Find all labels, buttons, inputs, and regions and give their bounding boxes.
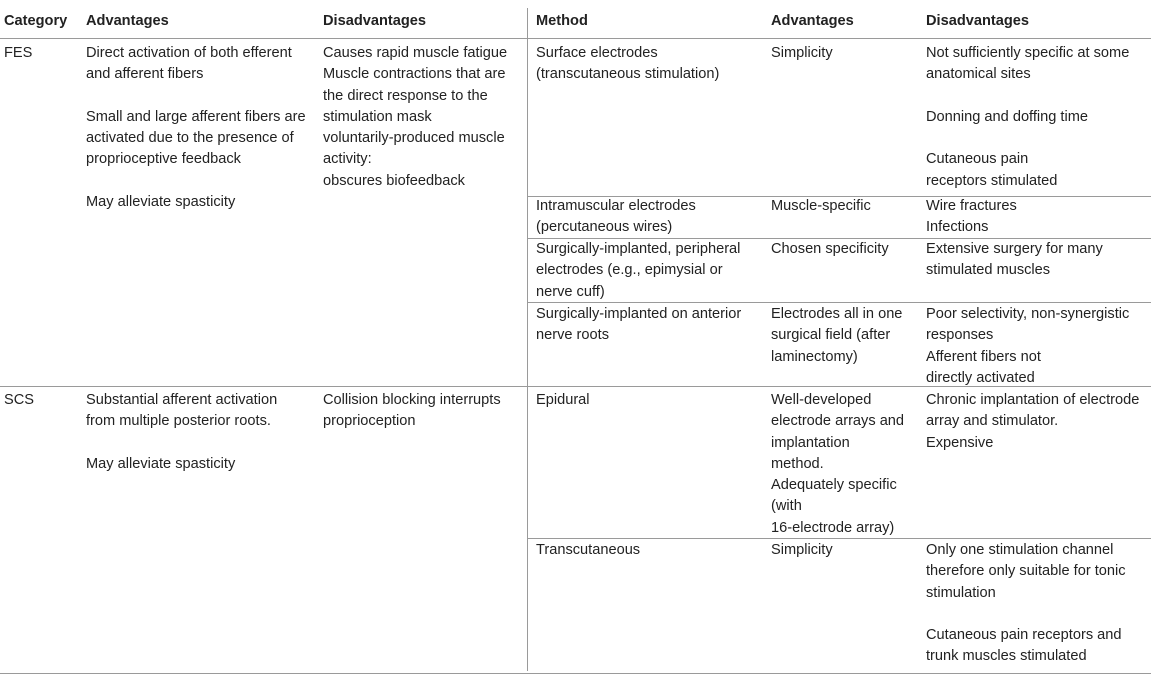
method-cell xyxy=(536,304,741,347)
method-advantages-cell xyxy=(771,390,904,539)
text-line: Electrodes all in one xyxy=(771,306,903,322)
text-line: directly activated xyxy=(926,369,1035,386)
text-line: implantation xyxy=(771,434,850,451)
method-disadvantages-cell xyxy=(926,43,1129,192)
method-cell xyxy=(536,540,640,561)
text-line: responses xyxy=(926,327,994,344)
text-line: Direct activation of both efferent xyxy=(86,45,292,61)
text-line: Expensive xyxy=(926,434,994,451)
bottom-rule xyxy=(0,673,1151,674)
text-line: method. xyxy=(771,455,824,472)
text-line: Simplicity xyxy=(771,542,833,558)
method-advantages-cell xyxy=(771,540,833,561)
text-line: receptors stimulated xyxy=(926,172,1058,189)
method-disadvantages-cell xyxy=(926,304,1129,389)
text-line: trunk muscles stimulated xyxy=(926,648,1087,665)
text-line: Small and large afferent fibers are xyxy=(86,108,306,125)
text-line: Muscle contractions that are xyxy=(323,66,506,83)
text-line: May alleviate spasticity xyxy=(86,194,236,211)
header-advantages: Advantages xyxy=(86,13,169,29)
disadvantages-cell xyxy=(323,43,507,192)
text-line: voluntarily-produced muscle xyxy=(323,130,505,147)
text-line: Well-developed xyxy=(771,392,872,408)
text-line: (with xyxy=(771,498,802,515)
text-line: the direct response to the xyxy=(323,87,488,104)
text-line: nerve cuff) xyxy=(536,283,605,300)
text-line: array and stimulator. xyxy=(926,413,1059,430)
text-line: anatomical sites xyxy=(926,66,1031,83)
advantages-cell xyxy=(86,390,277,475)
method-advantages-cell xyxy=(771,196,871,217)
header-category: Category xyxy=(4,13,68,29)
text-line: (percutaneous wires) xyxy=(536,219,673,236)
text-line: Not sufficiently specific at some xyxy=(926,45,1130,61)
text-line: Surgically-implanted, peripheral xyxy=(536,241,741,257)
text-line: Chosen specificity xyxy=(771,241,889,257)
header-rule xyxy=(0,38,1151,39)
category-cell: FES xyxy=(4,45,33,61)
text-line: Adequately specific xyxy=(771,477,897,494)
text-line: Epidural xyxy=(536,392,590,408)
text-line: Transcutaneous xyxy=(536,542,641,558)
method-cell xyxy=(536,43,719,86)
text-line: nerve roots xyxy=(536,327,610,344)
text-line: stimulation xyxy=(926,584,996,601)
text-line: 16-electrode array) xyxy=(771,519,895,536)
method-advantages-cell xyxy=(771,304,902,368)
text-line: Donning and doffing time xyxy=(926,108,1088,125)
category-cell: SCS xyxy=(4,392,35,408)
text-line: therefore only suitable for tonic xyxy=(926,563,1126,580)
header-method-disadvantages: Disadvantages xyxy=(926,13,1030,29)
header-method: Method xyxy=(536,13,588,29)
text-line: activated due to the presence of xyxy=(86,130,294,147)
text-line: Extensive surgery for many xyxy=(926,241,1103,257)
text-line: Chronic implantation of electrode xyxy=(926,392,1140,408)
method-disadvantages-cell xyxy=(926,390,1139,454)
text-line: proprioception xyxy=(323,413,416,430)
text-line: (transcutaneous stimulation) xyxy=(536,66,720,83)
advantages-cell xyxy=(86,43,306,213)
text-line: obscures biofeedback xyxy=(323,172,465,189)
text-line: surgical field (after xyxy=(771,327,891,344)
text-line: Simplicity xyxy=(771,45,833,61)
text-line: Muscle-specific xyxy=(771,198,871,214)
text-line: from multiple posterior roots. xyxy=(86,413,271,430)
header-disadvantages: Disadvantages xyxy=(323,13,427,29)
text-line: activity: xyxy=(323,151,372,168)
text-line: laminectomy) xyxy=(771,348,858,365)
text-line: Wire fractures xyxy=(926,198,1017,214)
method-advantages-cell xyxy=(771,43,833,64)
text-line: Poor selectivity, non-synergistic xyxy=(926,306,1130,322)
disadvantages-cell xyxy=(323,390,501,433)
text-line: Cutaneous pain xyxy=(926,151,1029,168)
text-line: Surface electrodes xyxy=(536,45,658,61)
text-line: electrode arrays and xyxy=(771,413,905,430)
column-divider xyxy=(527,8,528,671)
text-line: Infections xyxy=(926,219,989,236)
text-line: Causes rapid muscle fatigue xyxy=(323,45,508,61)
text-line: Surgically-implanted on anterior xyxy=(536,306,742,322)
text-line: Substantial afferent activation xyxy=(86,392,278,408)
method-disadvantages-cell xyxy=(926,540,1126,668)
text-line: Collision blocking interrupts xyxy=(323,392,501,408)
method-cell xyxy=(536,390,590,411)
method-cell xyxy=(536,196,696,239)
method-cell xyxy=(536,239,740,303)
method-disadvantages-cell xyxy=(926,239,1103,282)
text-line: Only one stimulation channel xyxy=(926,542,1114,558)
header-method-advantages: Advantages xyxy=(771,13,854,29)
method-disadvantages-cell xyxy=(926,196,1017,239)
text-line: and afferent fibers xyxy=(86,66,204,83)
text-line: stimulation mask xyxy=(323,108,432,125)
text-line: proprioceptive feedback xyxy=(86,151,241,168)
method-advantages-cell xyxy=(771,239,889,260)
text-line: electrodes (e.g., epimysial or xyxy=(536,262,723,279)
text-line: stimulated muscles xyxy=(926,262,1051,279)
text-line: May alleviate spasticity xyxy=(86,455,236,472)
text-line: Intramuscular electrodes xyxy=(536,198,696,214)
text-line: Cutaneous pain receptors and xyxy=(926,627,1122,644)
text-line: Afferent fibers not xyxy=(926,348,1041,365)
